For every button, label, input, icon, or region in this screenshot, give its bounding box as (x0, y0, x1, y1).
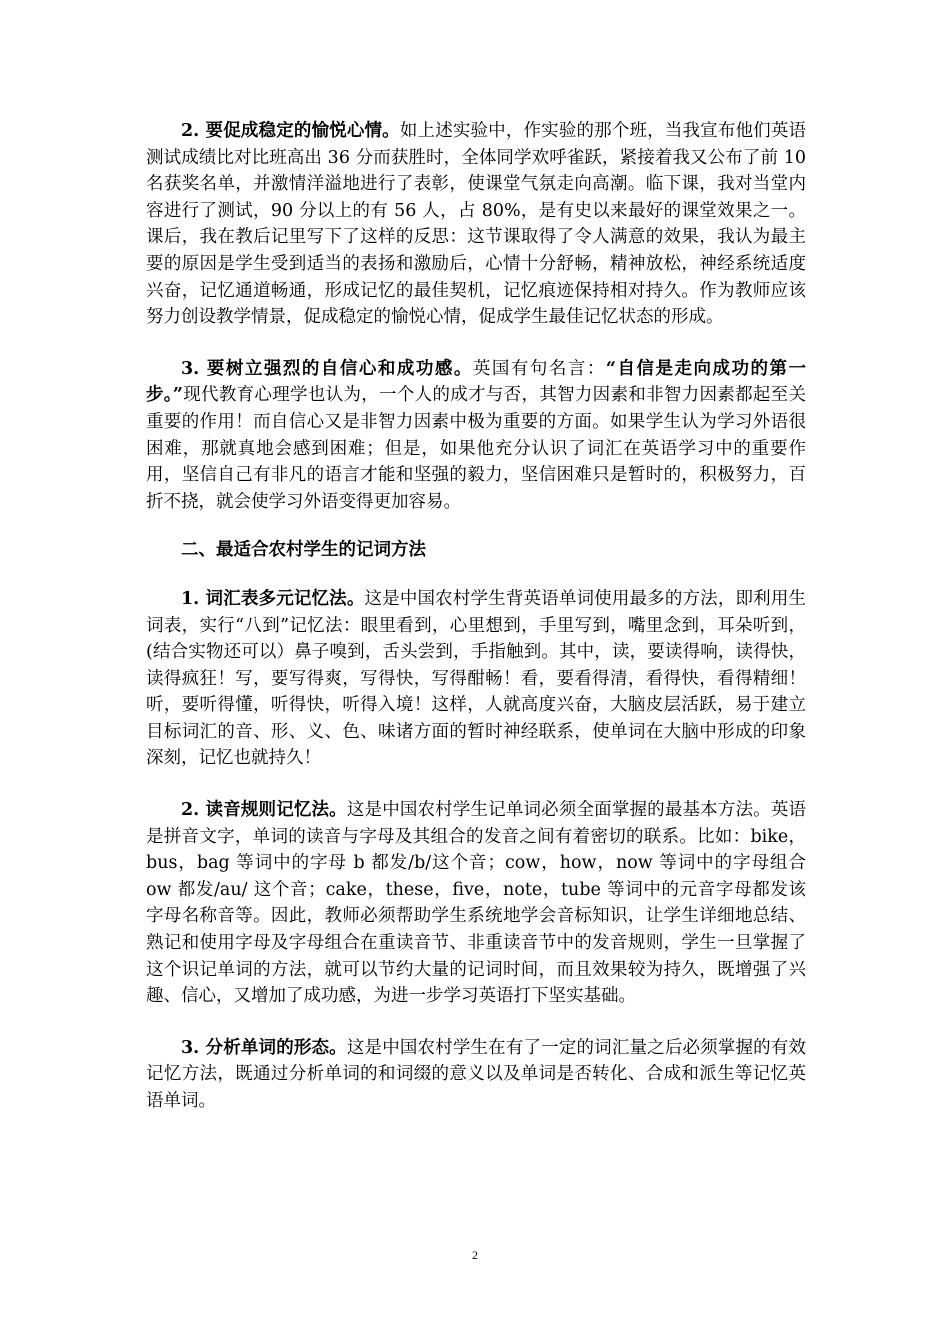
document-body (146, 118, 806, 1115)
page-number: 2 (472, 1248, 478, 1262)
paragraph-heading: 3. 分析单词的形态。 (181, 1037, 347, 1058)
paragraph-text: 英国有句名言： (472, 358, 606, 379)
paragraph-text: 如上述实验中，作实验的那个班，当我宣布他们英语测试成绩比对比班高出 36 分而获胜时，全体同学欢呼雀跃，紧接着我又公布了前 10 名获奖名单，并激情洋溢地进行了表彰，使课堂气氛走向高潮。临下课，我对当堂内容进行了测试，90 分以上的有 56 人，占 80%，是有史以来最好的课堂效果之一。课后，我在教后记里写下了这样的反思：这节课取得了令人满意的效果，我认为最主要的原因是学生受到适当的表扬和激励后，心情十分舒畅，精神放松，神经系统适度兴奋，记忆通道畅通，形成记忆的最佳契机，记忆痕迹保持相对持久。作为教师应该努力创设教学情景，促成稳定的愉悦心情，促成学生最佳记忆状态的形成。 (146, 121, 806, 328)
paragraph-method-vocab-list (146, 586, 806, 772)
paragraph-text: 这是中国农村学生背英语单词使用最多的方法，即利用生词表，实行“八到”记忆法：眼里看到，心里想到，手里写到，嘴里念到，耳朵听到，(结合实物还可以）鼻子嗅到，舌头尝到，手指触到。其中，读，要读得响，读得快，读得疯狂！写，要写得爽，写得快，写得酣畅！看，要看得清，看得快，看得精细！听，要听得懂，听得快，听得入境！这样，人就高度兴奋，大脑皮层活跃，易于建立目标词汇的音、形、义、色、味诸方面的暂时神经联系，使单词在大脑中形成的印象深刻，记忆也就持久！ (146, 588, 806, 769)
section-heading: 二、最适合农村学生的记词方法 (181, 540, 426, 561)
paragraph-text: 这是中国农村学生在有了一定的词汇量之后必须掌握的有效记忆方法，既通过分析单词的和词缀的意义以及单词是否转化、合成和派生等记忆英语单词。 (146, 1037, 806, 1111)
paragraph-stable-mood (146, 118, 806, 331)
paragraph-method-phonics (146, 797, 806, 1010)
paragraph-heading: 2. 读音规则记忆法。 (181, 800, 347, 821)
paragraph-method-morphology (146, 1035, 806, 1115)
paragraph-text: 现代教育心理学也认为，一个人的成才与否，其智力因素和非智力因素都起至关重要的作用！而自信心又是非智力因素中极为重要的方面。如果学生认为学习外语很困难，那就真地会感到困难；但是，如果他充分认识了词汇在英语学习中的重要作用，坚信自己有非凡的语言才能和坚强的毅力，坚信困难只是暂时的，积极努力，百折不挠，就会使学习外语变得更加容易。 (146, 385, 806, 512)
paragraph-heading: 3. 要树立强烈的自信心和成功感。 (181, 358, 473, 379)
quote-text: “自信是走向成功的第一步。” (146, 358, 806, 406)
paragraph-confidence (146, 356, 806, 516)
paragraph-heading: 1. 词汇表多元记忆法。 (181, 588, 365, 609)
paragraph-heading: 2. 要促成稳定的愉悦心情。 (181, 121, 400, 141)
paragraph-text: 这是中国农村学生记单词必须全面掌握的最基本方法。英语是拼音文字，单词的读音与字母及其组合的发音之间有着密切的联系。比如：bike，bus，bag 等词中的字母 b 都发/b/这个音；cow，how，now 等词中的字母组合 ow 都发/au/ 这个音；cake，these，five，note，tube 等词中的元音字母都发该字母名称音等。因此，教师必须帮助学生系统地学会音标知识，让学生详细地总结、熟记和使用字母及字母组合在重读音节、非重读音节中的发音规则，学生一旦掌握了这个识记单词的方法，就可以节约大量的记词时间，而且效果较为持久，既增强了兴趣、信心，又增加了成功感，为进一步学习英语打下坚实基础。 (146, 800, 806, 1007)
